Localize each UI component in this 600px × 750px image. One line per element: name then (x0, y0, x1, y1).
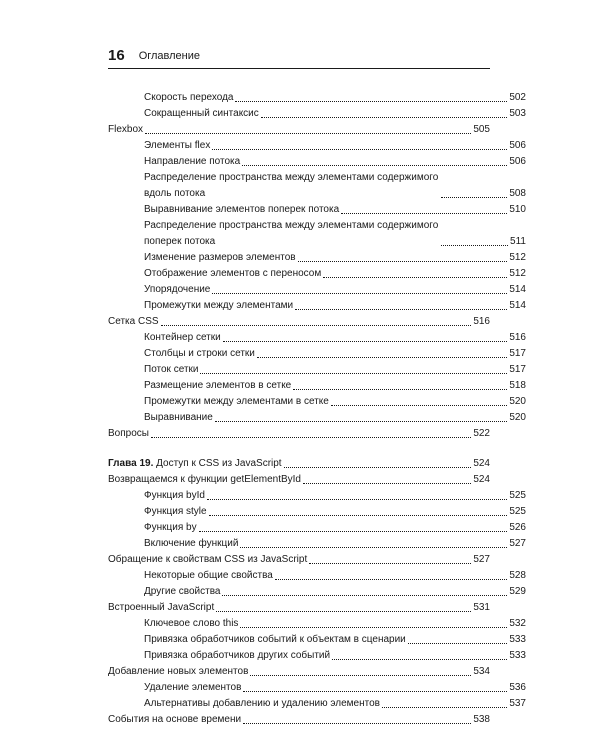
toc-page-number: 518 (509, 380, 526, 391)
toc-entry-title: Направление потока (144, 156, 241, 167)
toc-page-number: 528 (509, 570, 526, 581)
toc-entry[interactable] (108, 90, 526, 106)
toc-chapter-entry[interactable] (108, 456, 490, 472)
toc-page-number: 533 (509, 650, 526, 661)
toc-entry-title: Размещение элементов в сетке (144, 380, 292, 391)
toc-entry[interactable] (108, 648, 526, 664)
dot-leader (341, 213, 507, 214)
toc-entry-title: События на основе времени (108, 714, 242, 725)
toc-entry[interactable] (108, 472, 490, 488)
dot-leader (284, 467, 472, 468)
toc-entry-title: Распределение пространства между элементами содержимого вдоль потока (144, 172, 439, 199)
toc-entry[interactable] (108, 106, 526, 122)
toc-page-number: 520 (509, 396, 526, 407)
toc-entry[interactable] (108, 170, 526, 202)
dot-leader (240, 547, 507, 548)
dot-leader (243, 723, 471, 724)
toc-entry[interactable] (108, 266, 526, 282)
section-title: Оглавление (138, 50, 201, 62)
toc-page-number: 522 (473, 428, 490, 439)
toc-page-number: 525 (509, 506, 526, 517)
toc-page-number: 532 (509, 618, 526, 629)
dot-leader (240, 627, 507, 628)
toc-entry[interactable] (108, 218, 526, 250)
toc-page-number: 503 (509, 108, 526, 119)
dot-leader (323, 277, 507, 278)
toc-page-number: 525 (509, 490, 526, 501)
dot-leader (303, 483, 471, 484)
toc-entry-title: Обращение к свойствам CSS из JavaScript (108, 554, 308, 565)
toc-page-number: 531 (473, 602, 490, 613)
toc-entry[interactable] (108, 330, 526, 346)
toc-entry-title: Встроенный JavaScript (108, 602, 215, 613)
dot-leader (408, 643, 508, 644)
toc-page-number: 520 (509, 412, 526, 423)
dot-leader (293, 389, 507, 390)
toc-entry-title: Ключевое слово this (144, 618, 239, 629)
dot-leader (235, 101, 507, 102)
toc-entry-title (108, 456, 282, 472)
dot-leader (309, 563, 471, 564)
toc-entry[interactable] (108, 504, 526, 520)
toc-page-number: 537 (509, 698, 526, 709)
toc-entry[interactable] (108, 410, 526, 426)
toc-entry[interactable] (108, 664, 490, 680)
toc-entry[interactable] (108, 378, 526, 394)
dot-leader (212, 149, 507, 150)
dot-leader (275, 579, 507, 580)
dot-leader (222, 595, 507, 596)
toc-entry[interactable] (108, 616, 526, 632)
toc-entry[interactable] (108, 696, 526, 712)
toc-entry[interactable] (108, 568, 526, 584)
toc-page-number: 514 (509, 284, 526, 295)
toc-page-number: 508 (509, 188, 526, 199)
dot-leader (332, 659, 507, 660)
toc-entry[interactable] (108, 282, 526, 298)
toc-page-number: 516 (473, 316, 490, 327)
toc-page-number: 510 (509, 204, 526, 215)
toc-entry[interactable] (108, 584, 526, 600)
toc-entry[interactable] (108, 362, 526, 378)
toc-entry-title: Упорядочение (144, 284, 211, 295)
toc-entry[interactable] (108, 712, 490, 728)
chapter-label: Глава 19. (108, 458, 154, 469)
dot-leader (261, 117, 508, 118)
toc-entry[interactable] (108, 346, 526, 362)
page-header (108, 44, 490, 69)
chapter-title: Доступ к CSS из JavaScript (156, 458, 282, 469)
toc-entry[interactable] (108, 426, 490, 442)
toc-page-number: 514 (509, 300, 526, 311)
toc-entry-title: Поток сетки (144, 364, 199, 375)
toc-entry-title: Столбцы и строки сетки (144, 348, 255, 359)
toc-entry[interactable] (108, 154, 526, 170)
toc-page-number: 502 (509, 92, 526, 103)
toc-entry-title: Функция byId (144, 490, 205, 501)
toc-entry-title: Удаление элементов (144, 682, 242, 693)
toc-entry[interactable] (108, 138, 526, 154)
toc-entry-title: Промежутки между элементами (144, 300, 294, 311)
toc-entry-title: Функция by (144, 522, 197, 533)
toc-entry-title: Контейнер сетки (144, 332, 221, 343)
dot-leader (212, 293, 507, 294)
toc-page-number: 529 (509, 586, 526, 597)
toc-page-number: 516 (509, 332, 526, 343)
toc-entry-title: Отображение элементов с переносом (144, 268, 322, 279)
dot-leader (243, 691, 507, 692)
dot-leader (250, 675, 471, 676)
dot-leader (151, 437, 471, 438)
toc-entry-title: Включение функций (144, 538, 239, 549)
toc-entry-title: Сетка CSS (108, 316, 159, 327)
toc-entry-title: Привязка обработчиков событий к объектам в сценарии (144, 634, 406, 645)
toc-entry[interactable] (108, 298, 526, 314)
toc-entry-title: Альтернативы добавлению и удалению элементов (144, 698, 380, 709)
toc-entry[interactable] (108, 394, 526, 410)
toc-entry-title: Вопросы (108, 428, 149, 439)
toc-entry[interactable] (108, 488, 526, 504)
toc-page-number: 506 (509, 140, 526, 151)
toc-entry[interactable] (108, 520, 526, 536)
toc-page-number: 506 (509, 156, 526, 167)
dot-leader (441, 197, 507, 198)
toc-entry[interactable] (108, 250, 526, 266)
toc-page-number: 517 (509, 348, 526, 359)
dot-leader (209, 515, 508, 516)
dot-leader (331, 405, 507, 406)
toc-entry-title: Возвращаемся к функции getElementById (108, 474, 301, 485)
toc-entry[interactable] (108, 600, 490, 616)
dot-leader (382, 707, 507, 708)
toc-entry-title: Сокращенный синтаксис (144, 108, 259, 119)
toc-entry-title: Другие свойства (144, 586, 221, 597)
toc-page-number: 512 (509, 252, 526, 263)
toc-entry-title: Некоторые общие свойства (144, 570, 273, 581)
dot-leader (199, 531, 508, 532)
toc-entry[interactable] (108, 202, 526, 218)
toc-entry-title: Промежутки между элементами в сетке (144, 396, 329, 407)
toc-entry[interactable] (108, 552, 490, 568)
dot-leader (200, 373, 507, 374)
toc-page-number: 505 (473, 124, 490, 135)
toc-entry[interactable] (108, 314, 490, 330)
toc-entry-title: Элементы flex (144, 140, 211, 151)
toc-page-number: 538 (473, 714, 490, 725)
dot-leader (441, 245, 508, 246)
toc-page-number: 517 (509, 364, 526, 375)
toc-entry-title: Изменение размеров элементов (144, 252, 296, 263)
dot-leader (257, 357, 507, 358)
toc-entry-title: Скорость перехода (144, 92, 234, 103)
dot-leader (215, 421, 507, 422)
toc-page-number: 524 (473, 474, 490, 485)
toc-page-number: 527 (473, 554, 490, 565)
dot-leader (216, 611, 471, 612)
toc-entry-title: Добавление новых элементов (108, 666, 249, 677)
toc-entry[interactable] (108, 536, 526, 552)
toc-page-number: 533 (509, 634, 526, 645)
toc-entry-title: Распределение пространства между элементами содержимого поперек потока (144, 220, 439, 247)
dot-leader (242, 165, 507, 166)
toc-page-number: 511 (510, 236, 526, 247)
dot-leader (207, 499, 507, 500)
toc-entry-title: Привязка обработчиков других событий (144, 650, 331, 661)
dot-leader (295, 309, 507, 310)
toc-page-number: 534 (473, 666, 490, 677)
toc-entry-title: Выравнивание (144, 412, 213, 423)
table-of-contents (108, 90, 526, 728)
toc-page-number: 524 (473, 458, 490, 469)
toc-entry[interactable] (108, 632, 526, 648)
dot-leader (298, 261, 508, 262)
page-number: 16 (108, 47, 125, 64)
toc-entry-title: Flexbox (108, 124, 144, 135)
dot-leader (223, 341, 508, 342)
toc-entry[interactable] (108, 680, 526, 696)
dot-leader (161, 325, 472, 326)
toc-entry-title: Функция style (144, 506, 207, 517)
toc-page-number: 527 (509, 538, 526, 549)
toc-page-number: 536 (509, 682, 526, 693)
toc-entry[interactable] (108, 122, 490, 138)
dot-leader (145, 133, 471, 134)
toc-page-number: 526 (509, 522, 526, 533)
toc-page-number: 512 (509, 268, 526, 279)
toc-entry-title: Выравнивание элементов поперек потока (144, 204, 340, 215)
